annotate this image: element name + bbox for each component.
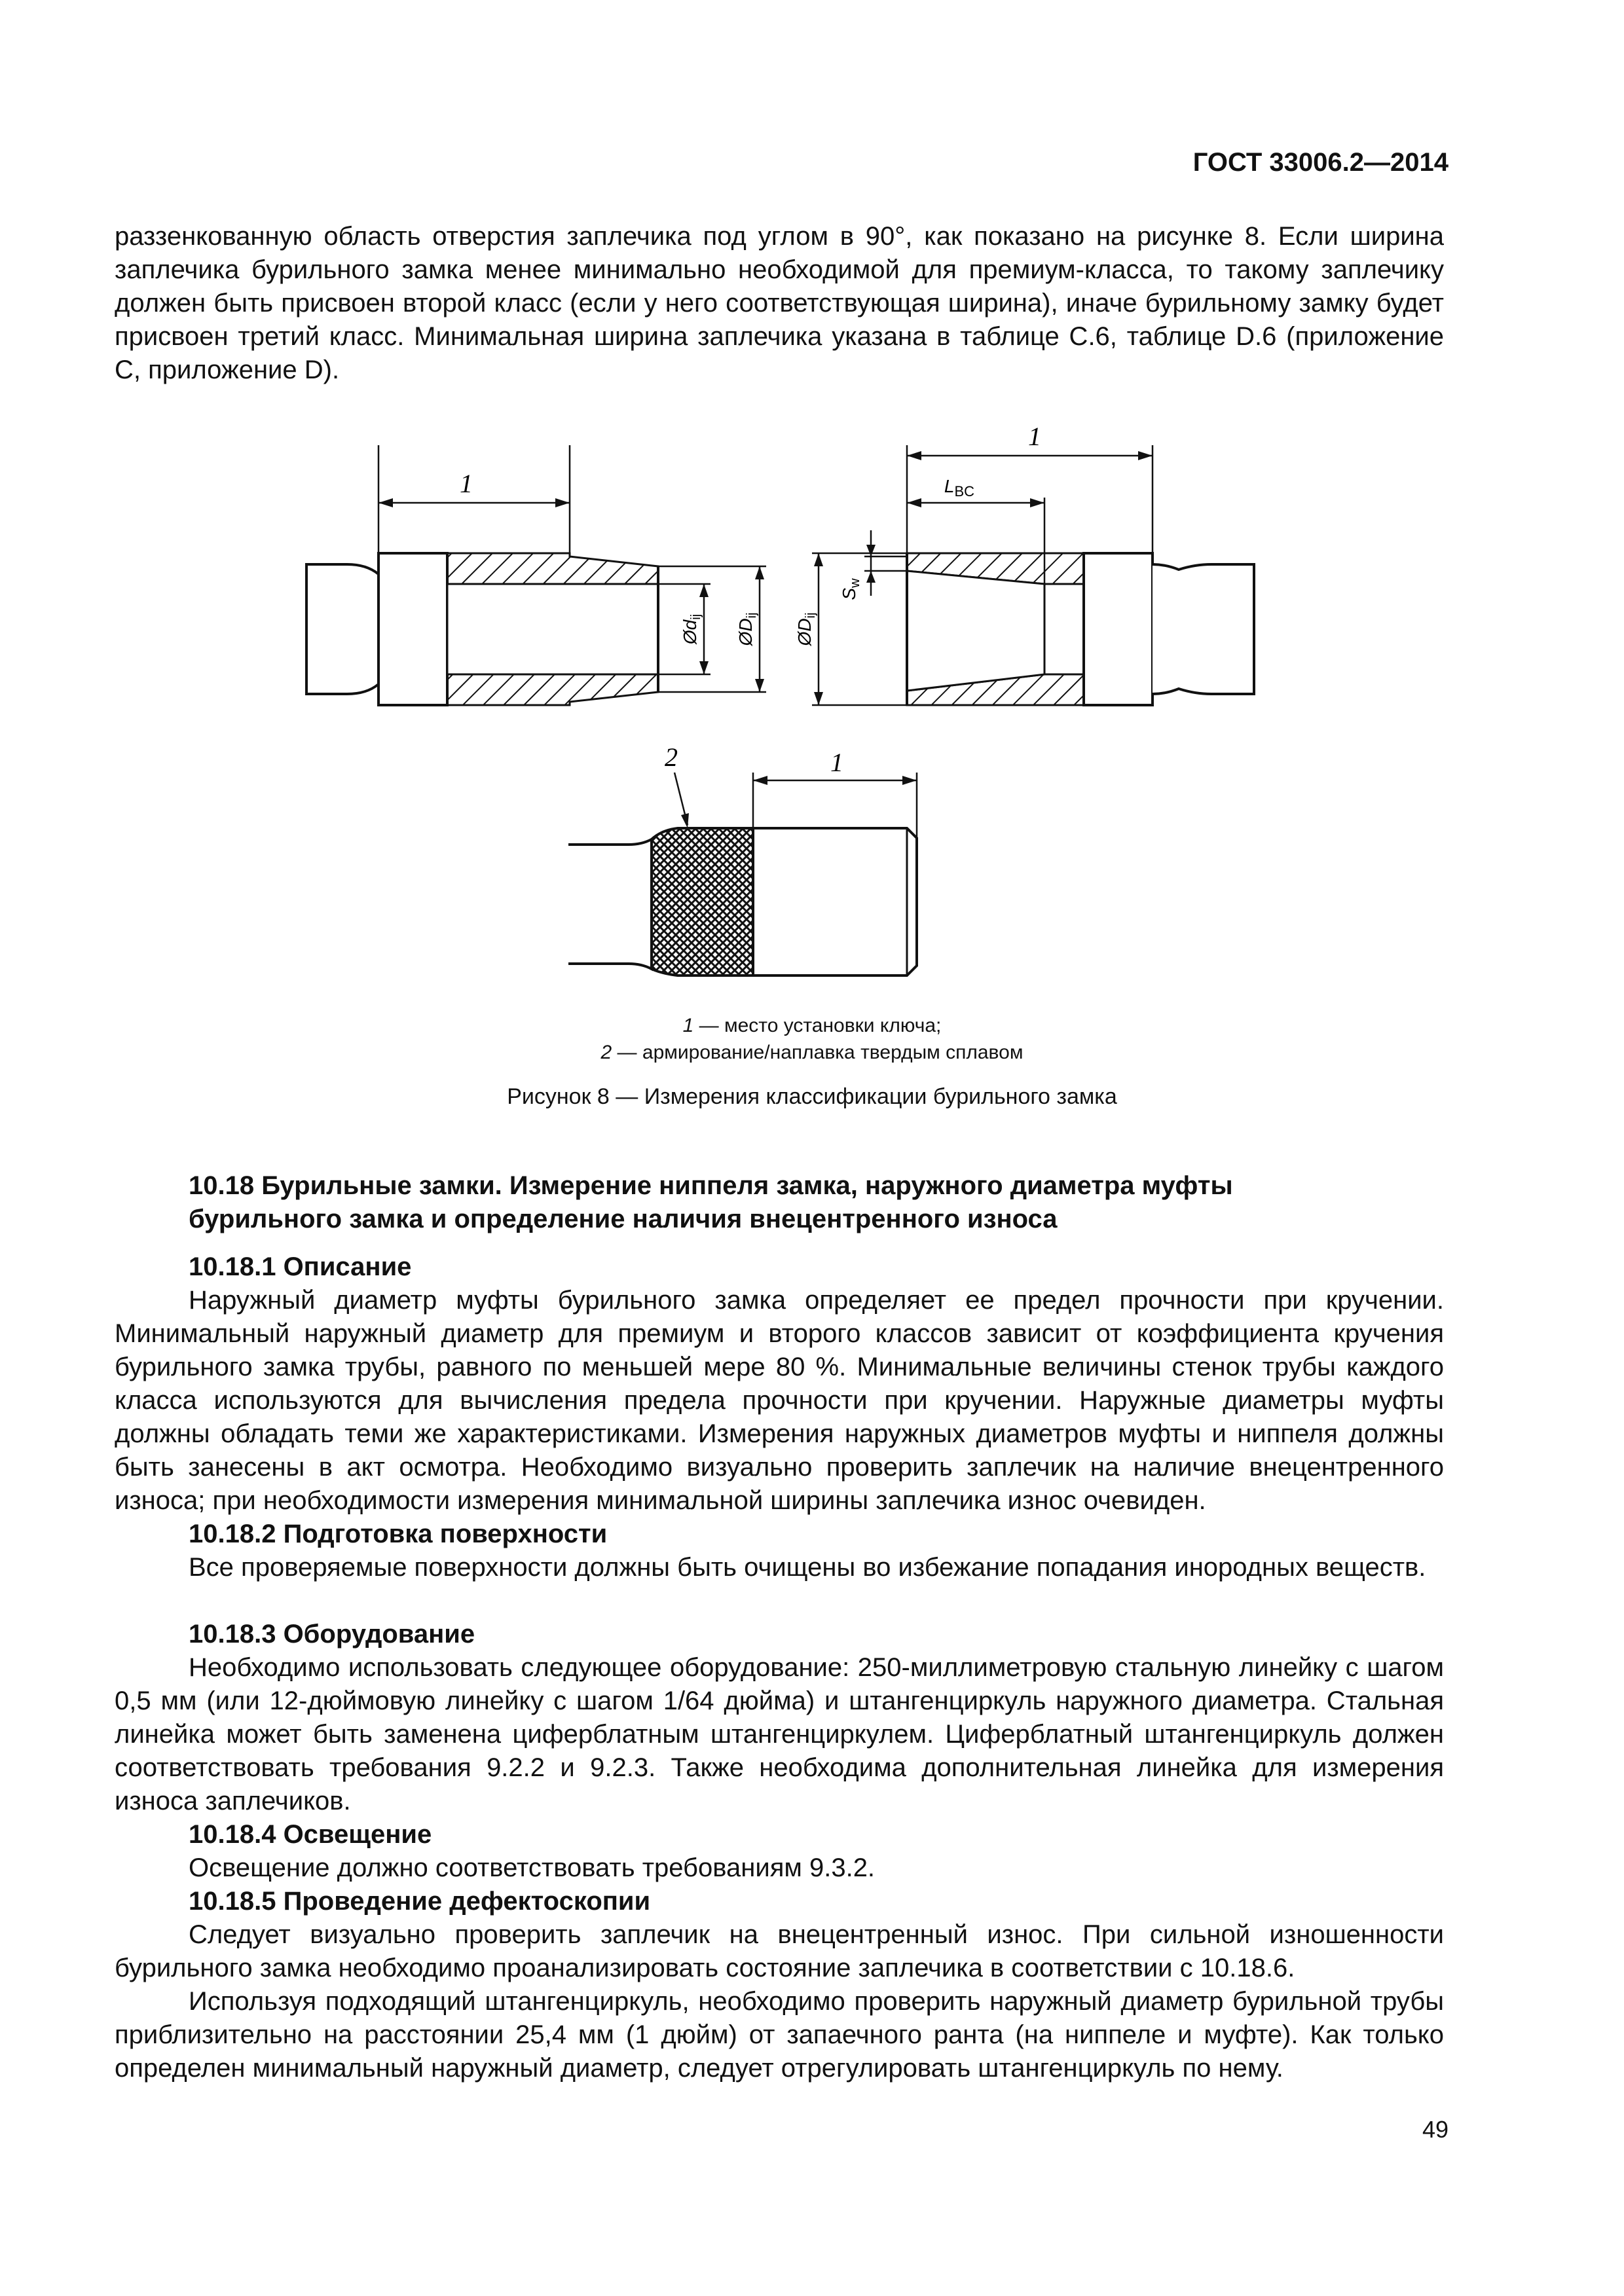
subsection-5-text-1: Следует визуально проверить заплечик на внецентренный износ. При сильной изношенности бурильного замка необходимо проанализировать состояние заплечика в соответствии с 10.18.6. — [115, 1920, 1444, 1982]
dij-sub: ij — [689, 613, 703, 620]
sw-main: S — [839, 587, 859, 600]
pin-drawing — [306, 445, 766, 705]
hardband-drawing — [568, 773, 917, 975]
Dij-main: ØD — [735, 618, 756, 646]
dij-label — [680, 614, 703, 645]
sw-sub: w — [848, 578, 862, 588]
dij-label-group — [680, 614, 703, 645]
Dij2-label-group — [794, 613, 818, 647]
document-header: ГОСТ 33006.2—2014 — [1192, 148, 1449, 177]
section-title-line-1: 10.18 Бурильные замки. Измерение ниппеля замка, наружного диаметра муфты — [189, 1171, 1233, 1200]
legend-1-text: — место установки ключа; — [693, 1015, 942, 1036]
subsection-4-title: 10.18.4 Освещение — [189, 1820, 432, 1849]
subsection-1-text: Наружный диаметр муфты бурильного замка определяет ее предел прочности при кручении. Минимальный наружный диаметр для премиум и второго классов зависит от коэффициента кручения бурильного замка трубы, равного по меньшей мере 80 %. Минимальные величины стенок трубы каждого класса используются для вычисления предела прочности при кручении. Наружные диаметры муфты должны обладать теми же характеристиками. Измерения наружных диаметров муфты и ниппеля должны быть занесены в акт осмотра. Необходимо визуально проверить заплечик на наличие внецентренного износа; при необходимости измерения минимальной ширины заплечика износ очевиден. — [115, 1286, 1444, 1515]
subsection-2-text: Все проверяемые поверхности должны быть очищены во избежание попадания инородных веществ. — [189, 1553, 1426, 1582]
subsection-1-title: 10.18.1 Описание — [189, 1252, 412, 1281]
dij-main: Ød — [680, 619, 700, 645]
subsection-3-text: Необходимо использовать следующее оборудование: 250-миллиметровую стальную линейку с шагом 0,5 мм (или 12-дюймовую линейку с шагом 1/64 дюйма) и штангенциркуль наружного диаметра. Стальная линейка может быть заменена циферблатным штангенциркулем. Циферблатный штангенциркуль должен соответствовать требования 9.2.2 и 9.2.3. Также необходима дополнительная линейка для измерения износа заплечиков. — [115, 1653, 1444, 1815]
sw-label — [839, 578, 862, 600]
subsection-5-title: 10.18.5 Проведение дефектоскопии — [189, 1887, 651, 1916]
legend-1-number: 1 — [682, 1015, 694, 1036]
section-title-line-2: бурильного замка и определение наличия внецентренного износа — [189, 1205, 1058, 1233]
dim-label-1-right: 1 — [1028, 422, 1041, 451]
legend-item-2 — [0, 1039, 1624, 1066]
subsection-2-title: 10.18.2 Подготовка поверхности — [189, 1520, 608, 1548]
lbc-label — [944, 476, 974, 500]
dim-label-1-bottom: 1 — [830, 748, 843, 777]
Dij2-sub: ij — [803, 612, 818, 619]
Dij2-main: ØD — [794, 618, 815, 646]
subsection-3-title: 10.18.3 Оборудование — [189, 1620, 475, 1649]
legend-2-number: 2 — [600, 1042, 612, 1063]
dim-label-2: 2 — [665, 742, 678, 772]
lbc-sub: BC — [954, 483, 975, 500]
dim-label-1-left: 1 — [460, 469, 473, 498]
legend-2-text: — армирование/наплавка твердым сплавом — [612, 1042, 1024, 1063]
Dij2-label — [794, 613, 818, 647]
subsection-5-text-2: Используя подходящий штангенциркуль, необходимо проверить наружный диаметр бурильной трубы приблизительно на расстоянии 25,4 мм (1 дюйм) от запаечного ранта (на ниппеле и муфте). Как только определен минимальный наружный диаметр, следует отрегулировать штангенциркуль по нему. — [115, 1987, 1444, 2083]
lbc-main: L — [944, 476, 955, 496]
figure-caption: Рисунок 8 — Измерения классификации бурильного замка — [507, 1084, 1117, 1109]
sw-label-group — [839, 578, 862, 600]
subsection-4-text: Освещение должно соответствовать требованиям 9.3.2. — [189, 1853, 876, 1882]
Dij-label — [735, 613, 759, 647]
Dij-label-group — [735, 613, 759, 647]
intro-paragraph: раззенкованную область отверстия заплечика под углом в 90°, как показано на рисунке 8. Если ширина заплечика бурильного замка менее минимально необходимой для премиум-класса, то такому заплечику должен быть присвоен второй класс (если у него соответствующая ширина), иначе бурильному замку будет присвоен третий класс. Минимальная ширина заплечика указана в таблице С.6, таблице D.6 (приложение С, приложение D). — [115, 222, 1444, 384]
page-number: 49 — [1422, 2116, 1449, 2143]
Dij-sub: ij — [745, 612, 759, 619]
legend-item-1 — [0, 1012, 1624, 1039]
box-drawing — [812, 445, 1254, 705]
